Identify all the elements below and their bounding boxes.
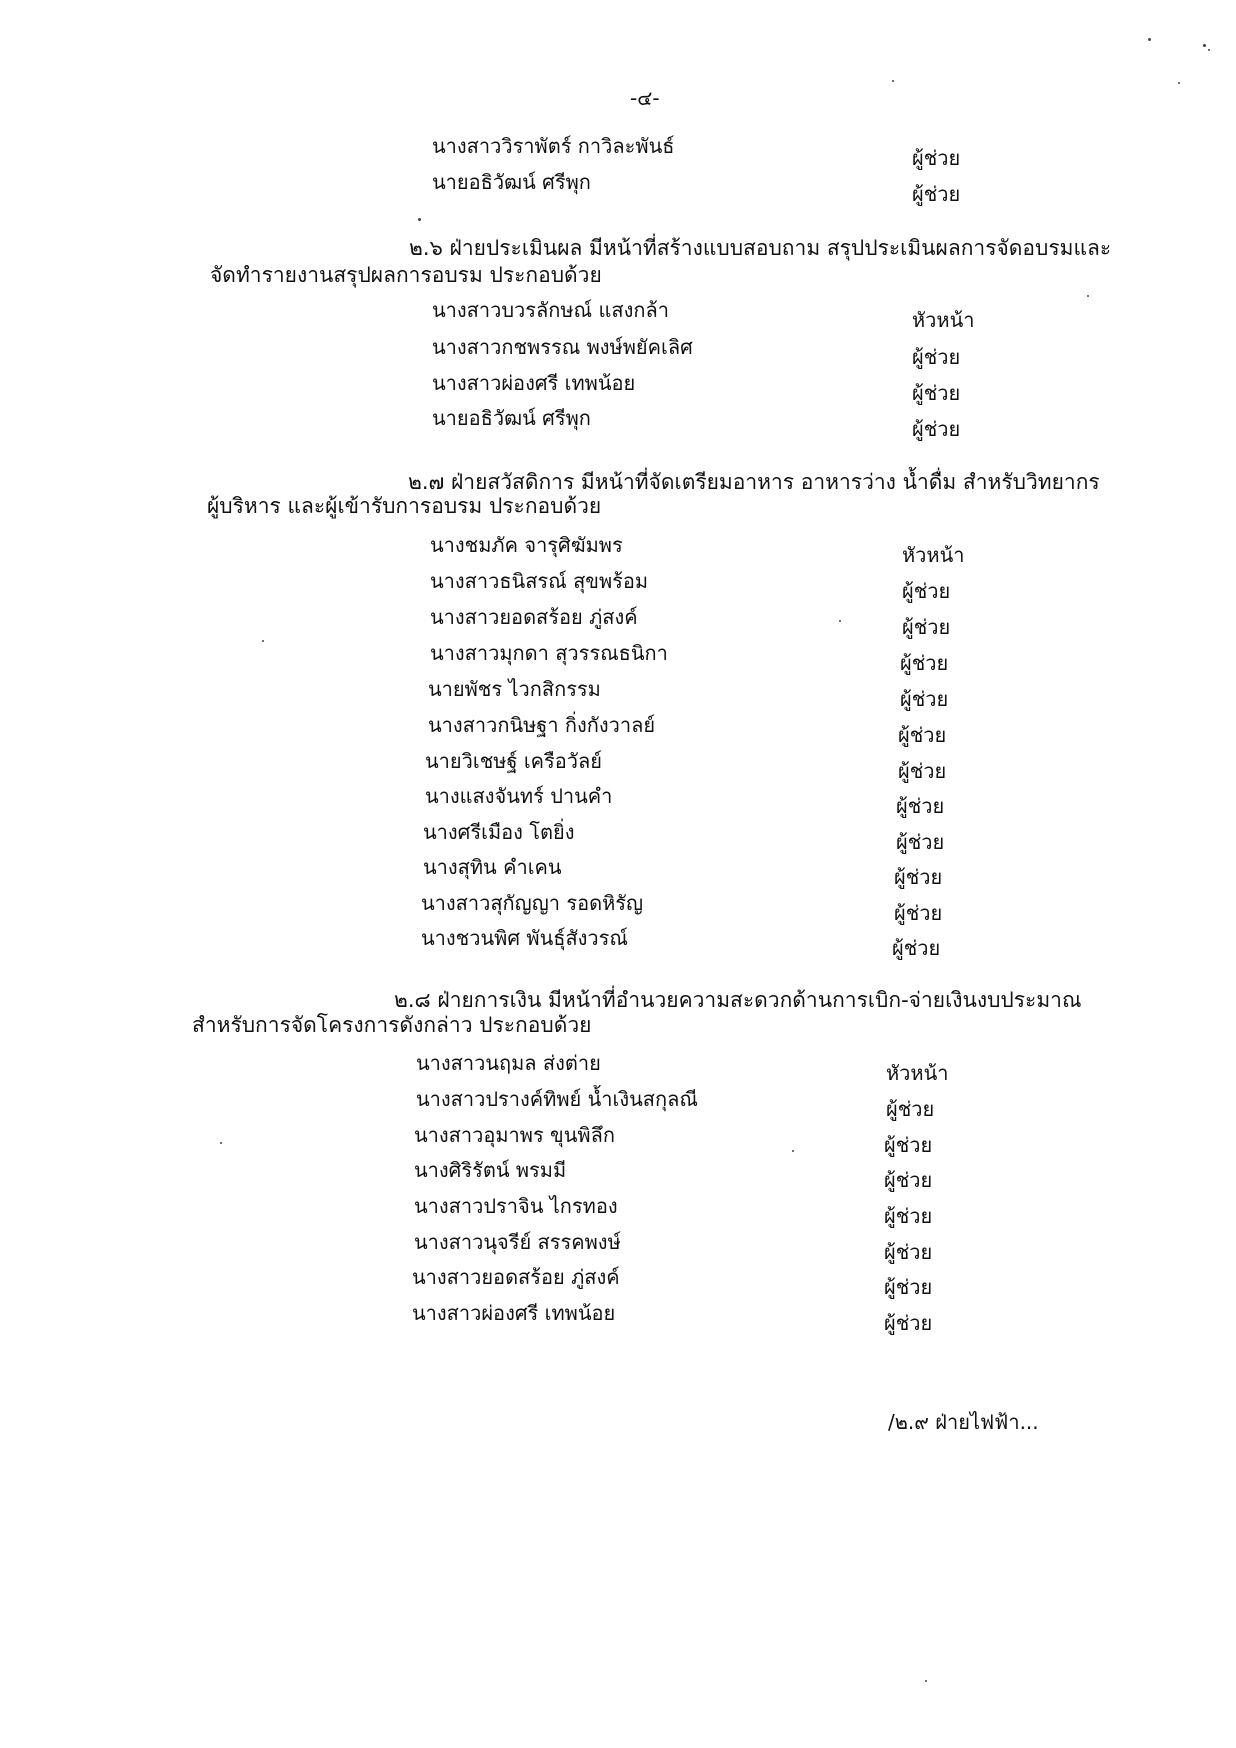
member-role: ผู้ช่วย bbox=[896, 794, 945, 818]
member-role: ผู้ช่วย bbox=[894, 865, 943, 889]
member-role: ผู้ช่วย bbox=[894, 901, 943, 925]
member-role: ผู้ช่วย bbox=[912, 146, 961, 170]
member-name: นางชมภัค จารุศิฆัมพร bbox=[430, 533, 623, 557]
member-role: ผู้ช่วย bbox=[902, 615, 951, 639]
member-name: นายพัชร ไวกสิกรรม bbox=[428, 677, 601, 701]
scan-speck bbox=[1208, 49, 1210, 51]
scan-speck bbox=[892, 80, 894, 82]
member-role: ผู้ช่วย bbox=[896, 830, 945, 854]
member-name: นางสาวธนิสรณ์ สุขพร้อม bbox=[430, 569, 649, 593]
member-name: นางแสงจันทร์ ปานคำ bbox=[425, 784, 613, 808]
section-heading-2-7-cont: ผู้บริหาร และผู้เข้ารับการอบรม ประกอบด้วย bbox=[207, 494, 602, 518]
member-role: ผู้ช่วย bbox=[912, 381, 961, 405]
scan-speck bbox=[839, 620, 841, 622]
member-name: นางศิริรัตน์ พรมมี bbox=[414, 1158, 567, 1182]
member-name: นางศรีเมือง โตยิ่ง bbox=[423, 820, 575, 844]
scan-speck bbox=[220, 1142, 222, 1144]
member-role: ผู้ช่วย bbox=[912, 182, 961, 206]
member-role: ผู้ช่วย bbox=[898, 723, 947, 747]
member-role: ผู้ช่วย bbox=[884, 1204, 933, 1228]
scan-speck bbox=[792, 1150, 794, 1152]
member-role: ผู้ช่วย bbox=[884, 1168, 933, 1192]
member-name: นางสาวยอดสร้อย ภู่สงค์ bbox=[412, 1265, 620, 1289]
member-name: นางสาวปรางค์ทิพย์ น้ำเงินสกุลณี bbox=[416, 1087, 698, 1111]
member-role: ผู้ช่วย bbox=[884, 1240, 933, 1264]
page-footer-continuation: /๒.๙ ฝ่ายไฟฟ้า... bbox=[888, 1410, 1039, 1434]
section-heading-2-6-cont: จัดทำรายงานสรุปผลการอบรม ประกอบด้วย bbox=[210, 263, 602, 287]
scan-speck bbox=[925, 1680, 927, 1682]
member-name: นางสาวผ่องศรี เทพน้อย bbox=[432, 371, 636, 395]
member-name: นางสาวกนิษฐา กิ่งกังวาลย์ bbox=[428, 713, 656, 737]
member-role: ผู้ช่วย bbox=[912, 417, 961, 441]
member-name: นางสาวมุกดา สุวรรณธนิกา bbox=[430, 641, 668, 665]
member-name: นางสาวยอดสร้อย ภู่สงค์ bbox=[430, 605, 638, 629]
member-role: ผู้ช่วย bbox=[902, 579, 951, 603]
member-role: ผู้ช่วย bbox=[886, 1097, 935, 1121]
member-name: นางสาวบวรลักษณ์ แสงกล้า bbox=[432, 298, 669, 322]
member-name: นางสาวนฤมล ส่งต่าย bbox=[416, 1051, 601, 1075]
member-role: หัวหน้า bbox=[912, 308, 975, 332]
member-name: นางสาวสุกัญญา รอดหิรัญ bbox=[421, 891, 644, 915]
member-role: หัวหน้า bbox=[886, 1061, 949, 1085]
scan-speck bbox=[1203, 44, 1206, 47]
member-name: นางสุทิน คำเคน bbox=[423, 855, 562, 879]
member-role: ผู้ช่วย bbox=[892, 936, 941, 960]
member-name: นายอธิวัฒน์ ศรีพุก bbox=[432, 406, 591, 430]
scan-speck bbox=[1178, 82, 1180, 84]
member-role: ผู้ช่วย bbox=[912, 345, 961, 369]
member-name: นางสาวปราจิน ไกรทอง bbox=[414, 1194, 618, 1218]
member-name: นางสาวนุจรีย์ สรรคพงษ์ bbox=[414, 1230, 621, 1254]
member-name: นายอธิวัฒน์ ศรีพุก bbox=[432, 170, 591, 194]
member-role: หัวหน้า bbox=[902, 543, 965, 567]
section-heading-2-7: ๒.๗ ฝ่ายสวัสดิการ มีหน้าที่จัดเตรียมอาหาร อาหารว่าง น้ำดื่ม สำหรับวิทยากร bbox=[408, 470, 1100, 494]
member-name: นางสาวผ่องศรี เทพน้อย bbox=[412, 1301, 616, 1325]
scan-speck bbox=[1148, 38, 1151, 41]
section-heading-2-8: ๒.๘ ฝ่ายการเงิน มีหน้าที่อำนวยความสะดวกด้านการเบิก-จ่ายเงินงบประมาณ bbox=[394, 988, 1082, 1012]
member-role: ผู้ช่วย bbox=[898, 759, 947, 783]
member-role: ผู้ช่วย bbox=[900, 651, 949, 675]
section-heading-2-8-cont: สำหรับการจัดโครงการดังกล่าว ประกอบด้วย bbox=[192, 1013, 592, 1037]
scan-speck bbox=[262, 640, 264, 642]
page-number: -๔- bbox=[630, 86, 660, 110]
member-name: นางสาววิราพัตร์ กาวิละพันธ์ bbox=[432, 134, 675, 158]
scan-speck bbox=[418, 218, 421, 221]
member-role: ผู้ช่วย bbox=[884, 1275, 933, 1299]
section-heading-2-6: ๒.๖ ฝ่ายประเมินผล มีหน้าที่สร้างแบบสอบถาม สรุปประเมินผลการจัดอบรมและ bbox=[409, 236, 1112, 260]
member-name: นางสาวกชพรรณ พงษ์พยัคเลิศ bbox=[432, 335, 693, 359]
member-name: นางสาวอุมาพร ขุนพิลึก bbox=[414, 1123, 615, 1147]
member-role: ผู้ช่วย bbox=[900, 687, 949, 711]
member-name: นางชวนพิศ พันธุ์สังวรณ์ bbox=[421, 926, 628, 950]
member-name: นายวิเชษฐ์ เครือวัลย์ bbox=[425, 749, 603, 773]
member-role: ผู้ช่วย bbox=[884, 1133, 933, 1157]
member-role: ผู้ช่วย bbox=[884, 1311, 933, 1335]
scan-speck bbox=[1087, 295, 1089, 297]
